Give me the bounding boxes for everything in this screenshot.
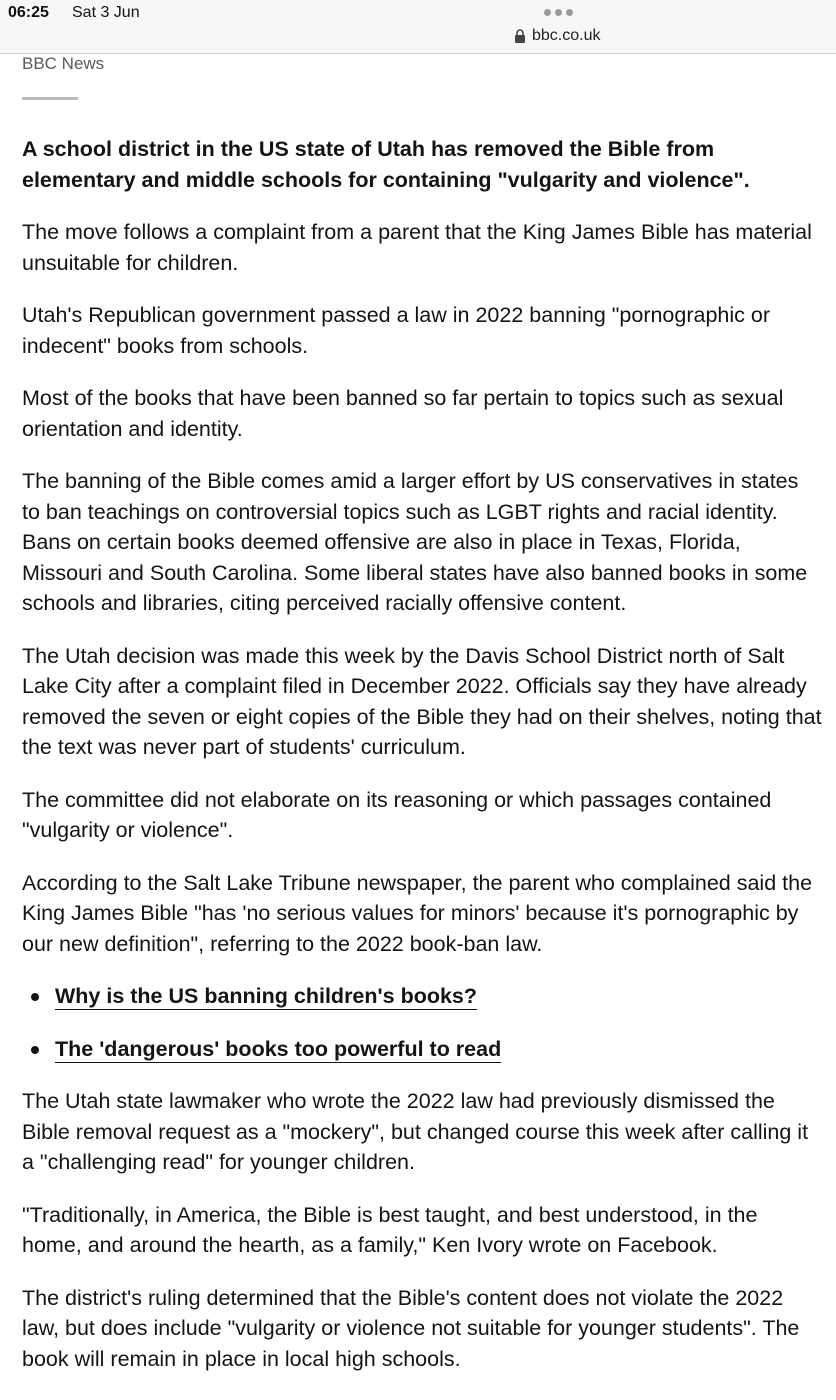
article-paragraph: "Traditionally, in America, the Bible is best taught, and best understood, in the home, and around the hearth, as a family," Ken Ivory wrote on Facebook. [22, 1202, 758, 1257]
related-link-us-banning-books[interactable]: Why is the US banning children's books? [55, 984, 478, 1008]
article-lead: A school district in the US state of Utah has removed the Bible from elementary and middle schools for containing "vulgarity and violence". [22, 137, 750, 192]
article-paragraph: The committee did not elaborate on its reasoning or which passages contained "vulgarity or violence". [22, 787, 772, 842]
address-bar[interactable] [514, 27, 600, 45]
article-paragraph: The Utah state lawmaker who wrote the 2022 law had previously dismissed the Bible removal request as a "mockery", but changed course this week after calling it a "challenging read" for younger children. [22, 1089, 809, 1174]
article-paragraph: Most of the books that have been banned so far pertain to topics such as sexual orientation and identity. [22, 386, 784, 441]
status-date: Sat 3 Jun [72, 4, 140, 21]
more-options-icon[interactable] [544, 9, 573, 16]
status-time: 06:25 [8, 4, 49, 21]
site-brand[interactable]: BBC News [22, 54, 105, 73]
article-paragraph: The district's ruling determined that the Bible's content does not violate the 2022 law, but does include "vulgarity or violence not suitable for younger students". The book will remain in place in local high schools. [22, 1285, 800, 1371]
dot [544, 9, 551, 16]
dot [555, 9, 562, 16]
article-paragraph: The Utah decision was made this week by the Davis School District north of Salt Lake City after a complaint filed in December 2022. Officials say they have already removed the seven or eight copies of the Bible they had on their shelves, noting that the text was never part of students' curriculum. [22, 643, 822, 759]
article-paragraph: The move follows a complaint from a parent that the King James Bible has material unsuitable for children. [22, 220, 812, 275]
article-body [22, 134, 822, 1396]
related-links-list [22, 981, 822, 1064]
related-link-item [22, 1034, 822, 1065]
brand-divider [22, 97, 78, 100]
related-link-item [22, 981, 822, 1012]
lock-icon [514, 29, 526, 43]
article-paragraph: Utah's Republican government passed a law in 2022 banning "pornographic or indecent" books from schools. [22, 303, 770, 358]
url-text: bbc.co.uk [532, 27, 601, 44]
dot [566, 9, 573, 16]
related-link-dangerous-books[interactable]: The 'dangerous' books too powerful to read [55, 1036, 502, 1061]
article-paragraph: The banning of the Bible comes amid a larger effort by US conservatives in states to ban teachings on controversial topics such as LGBT rights and racial identity. Bans on certain books deemed offensive are also in place in Texas, Florida, Missouri and South Carolina. Some liberal states have also banned books in some schools and libraries, citing perceived racially offensive content. [22, 469, 808, 615]
article-paragraph: According to the Salt Lake Tribune newspaper, the parent who complained said the King James Bible "has 'no serious values for minors' because it's pornographic by our new definition", referring to the 2022 book-ban law. [22, 870, 813, 956]
status-bar [0, 0, 836, 54]
